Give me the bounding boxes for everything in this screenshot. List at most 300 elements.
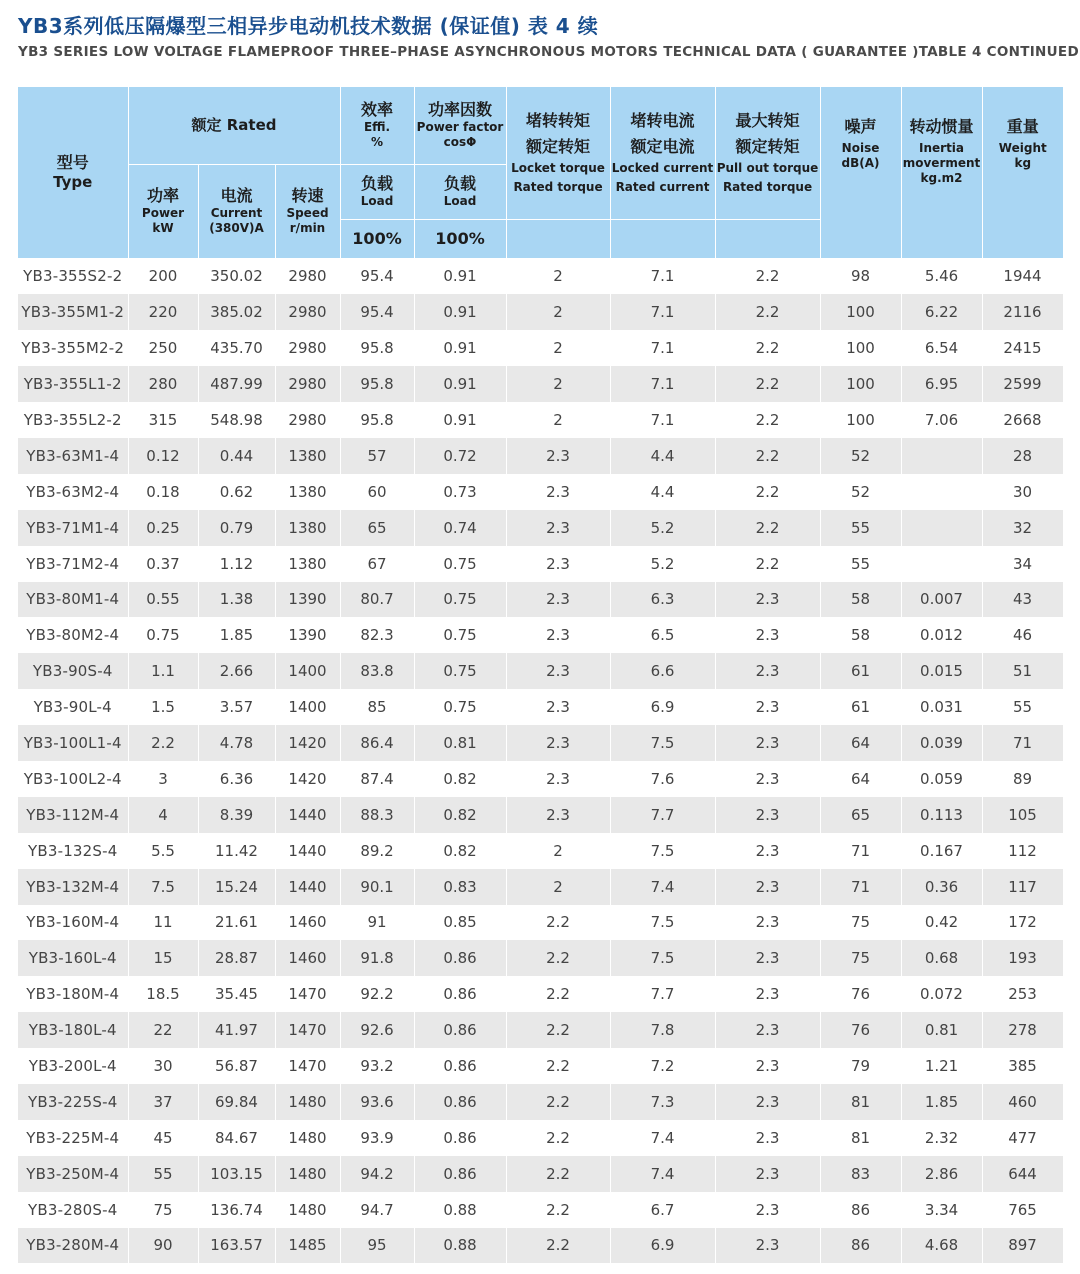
cell-weight: 765 (982, 1192, 1063, 1228)
cell-locked-current: 7.6 (610, 761, 715, 797)
cell-power-factor: 0.75 (414, 689, 506, 725)
cell-efficiency: 95 (340, 1228, 414, 1264)
cell-power: 0.55 (128, 582, 198, 618)
cell-locked-current: 7.5 (610, 725, 715, 761)
page-subtitle: YB3 SERIES LOW VOLTAGE FLAMEPROOF THREE–PHASE ASYNCHRONOUS MOTORS TECHNICAL DATA ( GUARANTEE )TABLE 4 CONTINUED (18, 44, 1079, 60)
cell-locked-torque: 2.3 (506, 725, 610, 761)
cell-speed: 1470 (275, 1012, 340, 1048)
cell-current: 548.98 (198, 402, 275, 438)
cell-type: YB3-160M-4 (18, 905, 128, 941)
cell-efficiency: 95.4 (340, 258, 414, 294)
cell-weight: 89 (982, 761, 1063, 797)
cell-max-torque: 2.2 (715, 546, 820, 582)
cell-locked-current: 6.3 (610, 582, 715, 618)
cell-noise: 52 (820, 438, 901, 474)
cell-inertia: 6.22 (901, 294, 982, 330)
cell-power-factor: 0.91 (414, 330, 506, 366)
cell-type: YB3-225M-4 (18, 1120, 128, 1156)
cell-current: 84.67 (198, 1120, 275, 1156)
table-row (18, 582, 1063, 618)
cell-inertia: 6.54 (901, 330, 982, 366)
cell-power: 11 (128, 905, 198, 941)
table-row (18, 797, 1063, 833)
cell-power: 315 (128, 402, 198, 438)
cell-power: 7.5 (128, 869, 198, 905)
cell-locked-torque: 2.3 (506, 797, 610, 833)
cell-noise: 64 (820, 761, 901, 797)
table-row (18, 258, 1063, 294)
header-lt-spacer (506, 219, 610, 258)
cell-current: 1.85 (198, 617, 275, 653)
cell-power-factor: 0.74 (414, 510, 506, 546)
cell-power: 1.5 (128, 689, 198, 725)
cell-inertia (901, 510, 982, 546)
cell-locked-torque: 2 (506, 258, 610, 294)
cell-current: 103.15 (198, 1156, 275, 1192)
cell-noise: 71 (820, 869, 901, 905)
cell-efficiency: 57 (340, 438, 414, 474)
cell-speed: 1440 (275, 869, 340, 905)
cell-inertia: 0.68 (901, 940, 982, 976)
cell-power-factor: 0.86 (414, 1012, 506, 1048)
cell-type: YB3-355S2-2 (18, 258, 128, 294)
cell-max-torque: 2.2 (715, 474, 820, 510)
cell-power-factor: 0.88 (414, 1192, 506, 1228)
cell-max-torque: 2.3 (715, 617, 820, 653)
cell-power: 0.12 (128, 438, 198, 474)
cell-inertia: 6.95 (901, 366, 982, 402)
cell-locked-current: 7.3 (610, 1084, 715, 1120)
cell-weight: 30 (982, 474, 1063, 510)
cell-inertia: 0.031 (901, 689, 982, 725)
cell-inertia: 5.46 (901, 258, 982, 294)
cell-current: 11.42 (198, 833, 275, 869)
cell-inertia: 0.81 (901, 1012, 982, 1048)
cell-locked-current: 7.5 (610, 833, 715, 869)
table-row (18, 1156, 1063, 1192)
cell-noise: 61 (820, 689, 901, 725)
header-inertia: 转动惯量 Inertia moverment kg.m2 (901, 87, 982, 258)
header-max-torque: 最大转矩 额定转矩 Pull out torque Rated torque (715, 87, 820, 219)
cell-max-torque: 2.3 (715, 1156, 820, 1192)
cell-max-torque: 2.3 (715, 1084, 820, 1120)
cell-weight: 117 (982, 869, 1063, 905)
table-row (18, 617, 1063, 653)
cell-weight: 253 (982, 976, 1063, 1012)
cell-speed: 2980 (275, 258, 340, 294)
cell-power-factor: 0.86 (414, 1156, 506, 1192)
cell-current: 21.61 (198, 905, 275, 941)
header-eff-pct: 100% (340, 219, 414, 258)
cell-noise: 98 (820, 258, 901, 294)
cell-speed: 1470 (275, 976, 340, 1012)
cell-current: 1.12 (198, 546, 275, 582)
table-row (18, 725, 1063, 761)
cell-inertia: 1.85 (901, 1084, 982, 1120)
cell-speed: 1420 (275, 725, 340, 761)
cell-speed: 1380 (275, 438, 340, 474)
cell-weight: 105 (982, 797, 1063, 833)
table-row (18, 1048, 1063, 1084)
cell-max-torque: 2.3 (715, 1192, 820, 1228)
cell-noise: 55 (820, 546, 901, 582)
cell-weight: 112 (982, 833, 1063, 869)
cell-speed: 1470 (275, 1048, 340, 1084)
cell-speed: 1480 (275, 1084, 340, 1120)
cell-locked-current: 5.2 (610, 510, 715, 546)
cell-weight: 46 (982, 617, 1063, 653)
cell-current: 136.74 (198, 1192, 275, 1228)
cell-inertia: 0.36 (901, 869, 982, 905)
table-row (18, 940, 1063, 976)
cell-efficiency: 95.8 (340, 402, 414, 438)
cell-current: 0.44 (198, 438, 275, 474)
cell-power: 5.5 (128, 833, 198, 869)
cell-max-torque: 2.2 (715, 330, 820, 366)
cell-current: 4.78 (198, 725, 275, 761)
cell-max-torque: 2.3 (715, 1120, 820, 1156)
cell-inertia: 0.113 (901, 797, 982, 833)
cell-power: 0.18 (128, 474, 198, 510)
cell-inertia: 2.32 (901, 1120, 982, 1156)
cell-weight: 55 (982, 689, 1063, 725)
cell-power: 22 (128, 1012, 198, 1048)
cell-power-factor: 0.85 (414, 905, 506, 941)
cell-noise: 61 (820, 653, 901, 689)
cell-inertia: 1.21 (901, 1048, 982, 1084)
cell-power-factor: 0.86 (414, 1048, 506, 1084)
cell-noise: 76 (820, 1012, 901, 1048)
cell-inertia: 3.34 (901, 1192, 982, 1228)
cell-weight: 385 (982, 1048, 1063, 1084)
cell-locked-current: 7.5 (610, 940, 715, 976)
table-row (18, 833, 1063, 869)
cell-efficiency: 91 (340, 905, 414, 941)
cell-type: YB3-355M2-2 (18, 330, 128, 366)
cell-locked-torque: 2.2 (506, 1012, 610, 1048)
cell-type: YB3-63M2-4 (18, 474, 128, 510)
cell-type: YB3-200L-4 (18, 1048, 128, 1084)
cell-power-factor: 0.86 (414, 1120, 506, 1156)
table-row (18, 366, 1063, 402)
cell-locked-torque: 2 (506, 330, 610, 366)
cell-power: 4 (128, 797, 198, 833)
cell-efficiency: 92.6 (340, 1012, 414, 1048)
cell-power-factor: 0.82 (414, 797, 506, 833)
cell-speed: 1390 (275, 617, 340, 653)
cell-efficiency: 94.7 (340, 1192, 414, 1228)
cell-inertia: 0.167 (901, 833, 982, 869)
cell-locked-torque: 2.3 (506, 617, 610, 653)
cell-power: 0.25 (128, 510, 198, 546)
cell-locked-current: 7.1 (610, 366, 715, 402)
cell-type: YB3-160L-4 (18, 940, 128, 976)
cell-inertia: 7.06 (901, 402, 982, 438)
cell-current: 487.99 (198, 366, 275, 402)
cell-locked-current: 7.5 (610, 905, 715, 941)
cell-inertia: 2.86 (901, 1156, 982, 1192)
cell-locked-torque: 2.3 (506, 546, 610, 582)
cell-type: YB3-225S-4 (18, 1084, 128, 1120)
cell-locked-current: 6.7 (610, 1192, 715, 1228)
cell-inertia: 0.012 (901, 617, 982, 653)
cell-current: 1.38 (198, 582, 275, 618)
cell-efficiency: 95.8 (340, 366, 414, 402)
cell-efficiency: 87.4 (340, 761, 414, 797)
cell-efficiency: 80.7 (340, 582, 414, 618)
cell-type: YB3-90S-4 (18, 653, 128, 689)
cell-speed: 1480 (275, 1192, 340, 1228)
page-title: YB3系列低压隔爆型三相异步电动机技术数据 (保证值) 表 4 续 (18, 14, 599, 38)
cell-efficiency: 95.8 (340, 330, 414, 366)
cell-power-factor: 0.91 (414, 366, 506, 402)
cell-noise: 79 (820, 1048, 901, 1084)
cell-speed: 1460 (275, 940, 340, 976)
cell-weight: 28 (982, 438, 1063, 474)
cell-speed: 1420 (275, 761, 340, 797)
cell-speed: 1400 (275, 653, 340, 689)
cell-locked-current: 7.4 (610, 1156, 715, 1192)
table-row (18, 976, 1063, 1012)
cell-noise: 81 (820, 1084, 901, 1120)
table-body (18, 258, 1063, 1263)
cell-type: YB3-280S-4 (18, 1192, 128, 1228)
cell-current: 163.57 (198, 1228, 275, 1264)
cell-type: YB3-100L2-4 (18, 761, 128, 797)
cell-locked-torque: 2.2 (506, 1120, 610, 1156)
cell-max-torque: 2.3 (715, 1012, 820, 1048)
cell-inertia: 0.007 (901, 582, 982, 618)
cell-type: YB3-132S-4 (18, 833, 128, 869)
cell-power: 2.2 (128, 725, 198, 761)
table-row (18, 1084, 1063, 1120)
cell-locked-torque: 2.3 (506, 689, 610, 725)
cell-speed: 1390 (275, 582, 340, 618)
cell-current: 69.84 (198, 1084, 275, 1120)
cell-noise: 81 (820, 1120, 901, 1156)
cell-weight: 460 (982, 1084, 1063, 1120)
cell-power: 200 (128, 258, 198, 294)
table-row (18, 1192, 1063, 1228)
cell-locked-current: 7.7 (610, 797, 715, 833)
cell-speed: 2980 (275, 330, 340, 366)
table-row (18, 1012, 1063, 1048)
cell-power-factor: 0.75 (414, 546, 506, 582)
cell-type: YB3-355M1-2 (18, 294, 128, 330)
cell-weight: 71 (982, 725, 1063, 761)
header-power: 功率 Power kW (128, 164, 198, 258)
table-row (18, 905, 1063, 941)
cell-locked-torque: 2 (506, 833, 610, 869)
cell-power-factor: 0.75 (414, 617, 506, 653)
cell-locked-current: 6.6 (610, 653, 715, 689)
cell-current: 6.36 (198, 761, 275, 797)
motor-data-table (18, 87, 1064, 1263)
cell-locked-current: 7.1 (610, 294, 715, 330)
cell-noise: 100 (820, 402, 901, 438)
cell-locked-current: 4.4 (610, 474, 715, 510)
cell-weight: 2599 (982, 366, 1063, 402)
cell-noise: 64 (820, 725, 901, 761)
cell-locked-current: 7.1 (610, 330, 715, 366)
table-row (18, 689, 1063, 725)
cell-noise: 100 (820, 294, 901, 330)
cell-power: 55 (128, 1156, 198, 1192)
cell-inertia (901, 474, 982, 510)
cell-weight: 897 (982, 1228, 1063, 1264)
cell-weight: 477 (982, 1120, 1063, 1156)
cell-power-factor: 0.86 (414, 1084, 506, 1120)
cell-noise: 86 (820, 1228, 901, 1264)
cell-efficiency: 94.2 (340, 1156, 414, 1192)
cell-max-torque: 2.2 (715, 438, 820, 474)
cell-locked-torque: 2.2 (506, 1228, 610, 1264)
cell-speed: 1440 (275, 833, 340, 869)
cell-locked-torque: 2.3 (506, 474, 610, 510)
cell-power: 37 (128, 1084, 198, 1120)
header-lc-spacer (610, 219, 715, 258)
cell-max-torque: 2.3 (715, 976, 820, 1012)
table-row (18, 438, 1063, 474)
cell-speed: 1380 (275, 546, 340, 582)
header-type: 型号 Type (18, 87, 128, 258)
cell-weight: 43 (982, 582, 1063, 618)
cell-locked-current: 7.2 (610, 1048, 715, 1084)
cell-inertia (901, 546, 982, 582)
cell-type: YB3-180M-4 (18, 976, 128, 1012)
cell-locked-torque: 2.2 (506, 1192, 610, 1228)
cell-inertia: 0.015 (901, 653, 982, 689)
table-row (18, 330, 1063, 366)
cell-locked-torque: 2 (506, 294, 610, 330)
cell-type: YB3-80M2-4 (18, 617, 128, 653)
cell-locked-current: 7.1 (610, 402, 715, 438)
cell-power: 90 (128, 1228, 198, 1264)
cell-speed: 2980 (275, 402, 340, 438)
cell-efficiency: 95.4 (340, 294, 414, 330)
cell-speed: 1440 (275, 797, 340, 833)
table-row (18, 294, 1063, 330)
cell-locked-torque: 2.2 (506, 1048, 610, 1084)
table-row (18, 1228, 1063, 1264)
cell-locked-current: 6.5 (610, 617, 715, 653)
cell-power: 15 (128, 940, 198, 976)
cell-noise: 76 (820, 976, 901, 1012)
cell-inertia: 4.68 (901, 1228, 982, 1264)
header-rated: 额定 Rated (128, 87, 340, 164)
cell-power: 75 (128, 1192, 198, 1228)
cell-power-factor: 0.91 (414, 294, 506, 330)
cell-weight: 1944 (982, 258, 1063, 294)
cell-max-torque: 2.3 (715, 905, 820, 941)
cell-type: YB3-90L-4 (18, 689, 128, 725)
cell-max-torque: 2.3 (715, 653, 820, 689)
cell-current: 2.66 (198, 653, 275, 689)
cell-power-factor: 0.81 (414, 725, 506, 761)
cell-current: 28.87 (198, 940, 275, 976)
cell-locked-torque: 2.2 (506, 976, 610, 1012)
cell-type: YB3-132M-4 (18, 869, 128, 905)
cell-noise: 100 (820, 330, 901, 366)
cell-locked-current: 7.7 (610, 976, 715, 1012)
cell-locked-current: 6.9 (610, 689, 715, 725)
cell-max-torque: 2.2 (715, 510, 820, 546)
cell-locked-torque: 2.3 (506, 438, 610, 474)
cell-efficiency: 93.9 (340, 1120, 414, 1156)
cell-efficiency: 92.2 (340, 976, 414, 1012)
cell-power: 250 (128, 330, 198, 366)
cell-locked-current: 7.4 (610, 1120, 715, 1156)
table-row (18, 510, 1063, 546)
header-weight: 重量 Weight kg (982, 87, 1063, 258)
cell-type: YB3-355L1-2 (18, 366, 128, 402)
cell-efficiency: 86.4 (340, 725, 414, 761)
cell-locked-torque: 2.2 (506, 1156, 610, 1192)
cell-locked-torque: 2 (506, 869, 610, 905)
cell-weight: 32 (982, 510, 1063, 546)
cell-noise: 65 (820, 797, 901, 833)
cell-noise: 55 (820, 510, 901, 546)
cell-max-torque: 2.3 (715, 725, 820, 761)
cell-efficiency: 82.3 (340, 617, 414, 653)
cell-locked-torque: 2.2 (506, 940, 610, 976)
cell-power-factor: 0.88 (414, 1228, 506, 1264)
cell-max-torque: 2.3 (715, 833, 820, 869)
cell-speed: 1480 (275, 1120, 340, 1156)
header-locked-torque: 堵转转矩 额定转矩 Locket torque Rated torque (506, 87, 610, 219)
cell-inertia: 0.42 (901, 905, 982, 941)
cell-efficiency: 91.8 (340, 940, 414, 976)
cell-locked-torque: 2.3 (506, 653, 610, 689)
cell-max-torque: 2.2 (715, 294, 820, 330)
cell-speed: 1380 (275, 510, 340, 546)
cell-power: 280 (128, 366, 198, 402)
table-row (18, 402, 1063, 438)
cell-power: 0.75 (128, 617, 198, 653)
cell-locked-current: 4.4 (610, 438, 715, 474)
cell-efficiency: 93.2 (340, 1048, 414, 1084)
cell-weight: 2415 (982, 330, 1063, 366)
cell-current: 435.70 (198, 330, 275, 366)
cell-power: 1.1 (128, 653, 198, 689)
cell-locked-torque: 2 (506, 366, 610, 402)
cell-power-factor: 0.75 (414, 653, 506, 689)
table-row (18, 761, 1063, 797)
cell-type: YB3-80M1-4 (18, 582, 128, 618)
cell-locked-torque: 2.3 (506, 582, 610, 618)
cell-weight: 644 (982, 1156, 1063, 1192)
cell-weight: 172 (982, 905, 1063, 941)
cell-efficiency: 60 (340, 474, 414, 510)
table-row (18, 546, 1063, 582)
cell-locked-torque: 2.3 (506, 761, 610, 797)
cell-power-factor: 0.91 (414, 258, 506, 294)
cell-locked-current: 6.9 (610, 1228, 715, 1264)
cell-power-factor: 0.86 (414, 976, 506, 1012)
cell-power: 220 (128, 294, 198, 330)
table-row (18, 653, 1063, 689)
cell-power-factor: 0.86 (414, 940, 506, 976)
cell-current: 35.45 (198, 976, 275, 1012)
cell-type: YB3-71M1-4 (18, 510, 128, 546)
cell-power-factor: 0.91 (414, 402, 506, 438)
cell-speed: 1460 (275, 905, 340, 941)
header-current: 电流 Current (380V)A (198, 164, 275, 258)
cell-efficiency: 89.2 (340, 833, 414, 869)
cell-efficiency: 93.6 (340, 1084, 414, 1120)
cell-power-factor: 0.72 (414, 438, 506, 474)
header-noise: 噪声 Noise dB(A) (820, 87, 901, 258)
